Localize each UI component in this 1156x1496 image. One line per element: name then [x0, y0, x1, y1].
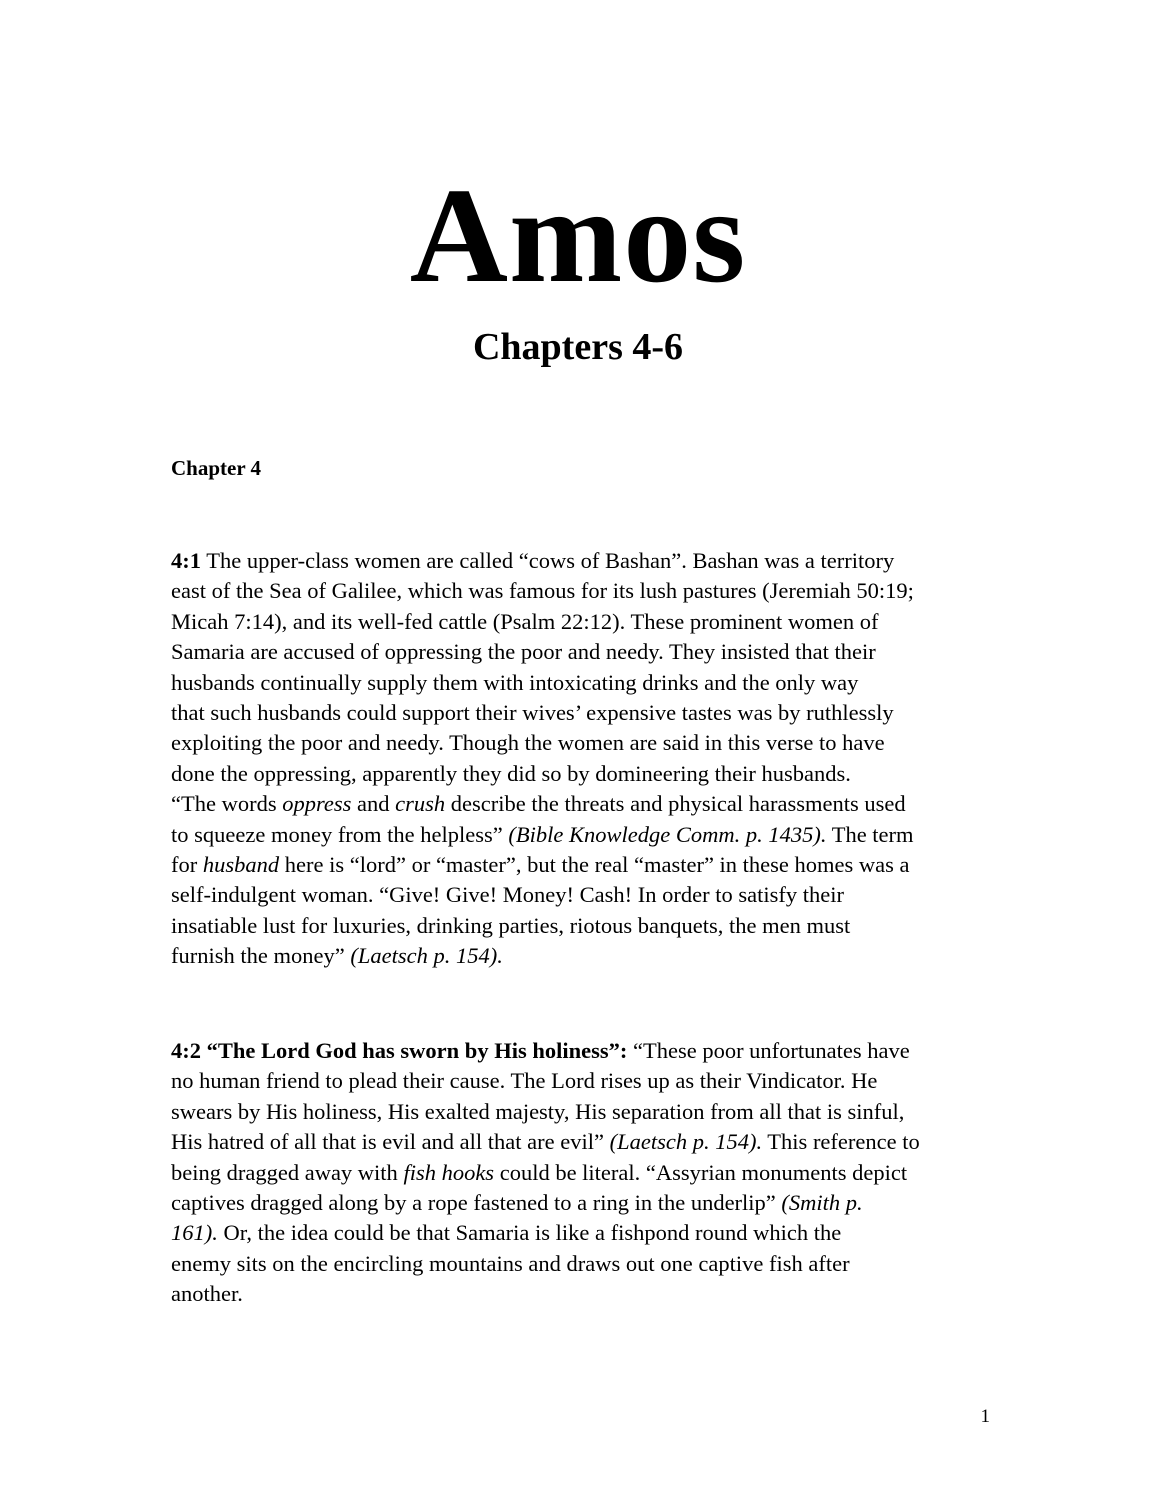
emphasis-fish-hooks: fish hooks — [403, 1159, 495, 1185]
text-run: to squeeze money from the helpless” — [171, 821, 509, 847]
text-run: captives dragged along by a rope fastened to a ring in the underlip” — [171, 1190, 782, 1216]
text-run: His hatred of all that is evil and all that are evil” — [171, 1129, 610, 1155]
page-number: 1 — [980, 1406, 990, 1427]
text-line: Micah 7:14), and its well-fed cattle (Psalm 22:12). These prominent women of — [171, 608, 879, 634]
citation: 161). — [171, 1220, 218, 1246]
text-run: Or, the idea could be that Samaria is like a fishpond round which the — [217, 1220, 842, 1246]
text-run: “The words — [171, 791, 283, 817]
page-subtitle: Chapters 4-6 — [472, 326, 684, 368]
citation: (Smith p. — [781, 1190, 863, 1216]
text-line: done the oppressing, apparently they did so by domineering their husbands. — [171, 760, 851, 786]
text-line — [171, 941, 991, 971]
verse-4-2-paragraph — [171, 1036, 991, 1310]
page-title: Amos — [409, 161, 747, 311]
text-run: here is “lord” or “master”, but the real “master” in these homes was a — [279, 852, 910, 878]
text-line: that such husbands could support their wives’ expensive tastes was by ruthlessly — [171, 700, 894, 726]
text-line — [171, 1218, 991, 1248]
text-line — [171, 546, 991, 576]
text-run: and — [351, 791, 396, 817]
text-line: insatiable lust for luxuries, drinking parties, riotous banquets, the men must — [171, 912, 851, 938]
verse-reference: 4:1 — [171, 548, 201, 573]
text-run: being dragged away with — [171, 1159, 404, 1185]
text-run: This reference to — [762, 1129, 920, 1155]
text-line: exploiting the poor and needy. Though the women are said in this verse to have — [171, 730, 885, 756]
emphasis-husband: husband — [202, 852, 280, 878]
text-run: for — [171, 852, 203, 878]
text-line: east of the Sea of Galilee, which was famous for its lush pastures (Jeremiah 50:19; — [171, 578, 914, 604]
verse-reference: 4:2 — [171, 1038, 201, 1063]
text-run: furnish the money” — [171, 943, 351, 969]
text-run: The upper-class women are called “cows of Bashan”. Bashan was a territory — [201, 548, 895, 573]
text-run: could be literal. “Assyrian monuments depict — [494, 1159, 908, 1185]
citation: (Laetsch p. 154). — [350, 943, 503, 969]
text-line — [171, 1127, 991, 1157]
text-line: self-indulgent woman. “Give! Give! Money! Cash! In order to satisfy their — [171, 882, 844, 908]
text-line — [171, 1158, 991, 1188]
text-line — [171, 820, 991, 850]
text-line — [171, 850, 991, 880]
emphasis-oppress: oppress — [282, 791, 352, 817]
verse-4-1-paragraph — [171, 546, 991, 972]
verse-quote: “The Lord God has sworn by His holiness”: — [201, 1038, 628, 1063]
chapter-heading: Chapter 4 — [171, 456, 262, 480]
text-run: “These poor unfortunates have — [627, 1038, 910, 1063]
text-line — [171, 1036, 991, 1066]
citation: (Laetsch p. 154). — [609, 1129, 763, 1155]
text-run: describe the threats and physical harassments used — [445, 791, 906, 817]
text-line — [171, 1188, 991, 1218]
text-line: Samaria are accused of oppressing the poor and needy. They insisted that their — [171, 639, 876, 665]
text-line: another. — [171, 1281, 243, 1307]
emphasis-crush: crush — [395, 791, 446, 817]
text-line: no human friend to plead their cause. The Lord rises up as their Vindicator. He — [171, 1068, 878, 1094]
text-run: The term — [826, 821, 914, 847]
text-line: enemy sits on the encircling mountains and draws out one captive fish after — [171, 1250, 850, 1276]
citation: (Bible Knowledge Comm. p. 1435). — [508, 821, 827, 847]
text-line: swears by His holiness, His exalted majesty, His separation from all that is sinful, — [171, 1098, 905, 1124]
text-line — [171, 789, 991, 819]
text-line: husbands continually supply them with intoxicating drinks and the only way — [171, 669, 859, 695]
